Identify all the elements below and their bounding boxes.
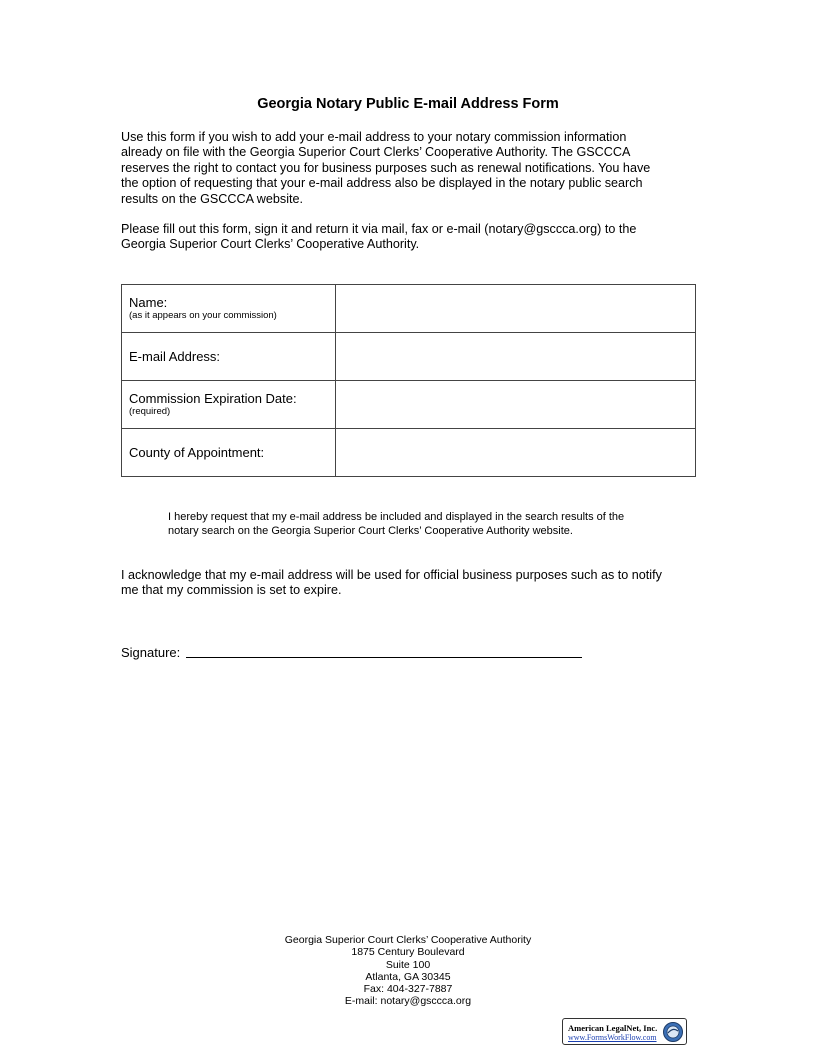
instructions-paragraph xyxy=(121,222,701,253)
footer-org: Georgia Superior Court Clerks’ Cooperative Authority xyxy=(284,934,532,946)
notary-info-table xyxy=(121,284,696,477)
county-field[interactable] xyxy=(336,429,695,476)
request-line: I hereby request that my e-mail address be included and displayed in the search results of the xyxy=(168,511,625,523)
request-line: notary search on the Georgia Superior Court Clerks’ Cooperative Authority website. xyxy=(168,525,573,537)
name-label-cell xyxy=(122,285,336,333)
name-value-cell xyxy=(336,285,696,333)
intro-line: the option of requesting that your e-mail address also be displayed in the notary public search xyxy=(121,176,643,191)
acknowledgement-line: I acknowledge that my e-mail address will be used for official business purposes such as to notify xyxy=(121,568,662,582)
county-label-cell xyxy=(122,429,336,477)
expiration-value-cell xyxy=(336,381,696,429)
table-row xyxy=(122,381,696,429)
name-label: Name: xyxy=(129,295,168,310)
intro-line: results on the GSCCCA website. xyxy=(121,191,303,206)
footer-fax: Fax: 404-327-7887 xyxy=(363,983,453,996)
intro-line: already on file with the Georgia Superior Court Clerks’ Cooperative Authority. The GSCCCA xyxy=(121,145,631,160)
badge-url-link[interactable]: www.FormsWorkFlow.com xyxy=(568,1033,657,1042)
email-value-cell xyxy=(336,333,696,381)
signature-line[interactable] xyxy=(186,657,582,658)
table-row xyxy=(122,429,696,477)
footer-email: E-mail: notary@gsccca.org xyxy=(344,995,472,1008)
county-value-cell xyxy=(336,429,696,477)
footer-street: 1875 Century Boulevard xyxy=(351,946,465,959)
globe-icon xyxy=(662,1021,684,1043)
table-row xyxy=(122,333,696,381)
instructions-line: Please fill out this form, sign it and return it via mail, fax or e-mail (notary@gsccca.org) to the xyxy=(121,222,637,236)
display-request-statement[interactable] xyxy=(168,510,688,538)
email-field[interactable] xyxy=(336,333,695,380)
name-field[interactable] xyxy=(336,285,695,332)
name-note: (as it appears on your commission) xyxy=(129,310,277,321)
footer-address xyxy=(0,934,816,1008)
acknowledgement-line: me that my commission is set to expire. xyxy=(121,583,342,598)
expiration-label-cell xyxy=(122,381,336,429)
footer-city: Atlanta, GA 30345 xyxy=(365,970,451,983)
form-title: Georgia Notary Public E-mail Address Form xyxy=(257,96,559,112)
legalnet-badge[interactable] xyxy=(562,1018,687,1045)
expiration-date-field[interactable] xyxy=(336,381,695,428)
expiration-note: (required) xyxy=(129,406,171,417)
table-row xyxy=(122,285,696,333)
expiration-label: Commission Expiration Date: xyxy=(129,391,297,406)
county-label: County of Appointment: xyxy=(129,445,265,460)
badge-company-name: American LegalNet, Inc. xyxy=(568,1023,658,1033)
email-label: E-mail Address: xyxy=(129,349,221,364)
intro-line: reserves the right to contact you for business purposes such as renewal notifications. You have xyxy=(121,160,651,175)
intro-paragraph xyxy=(121,130,701,207)
intro-line: Use this form if you wish to add your e-mail address to your notary commission information xyxy=(121,130,627,144)
email-label-cell xyxy=(122,333,336,381)
acknowledgement-paragraph xyxy=(121,568,701,599)
signature-label: Signature: xyxy=(121,645,181,660)
instructions-line: Georgia Superior Court Clerks’ Cooperative Authority. xyxy=(121,237,420,252)
footer-suite: Suite 100 xyxy=(385,958,431,971)
